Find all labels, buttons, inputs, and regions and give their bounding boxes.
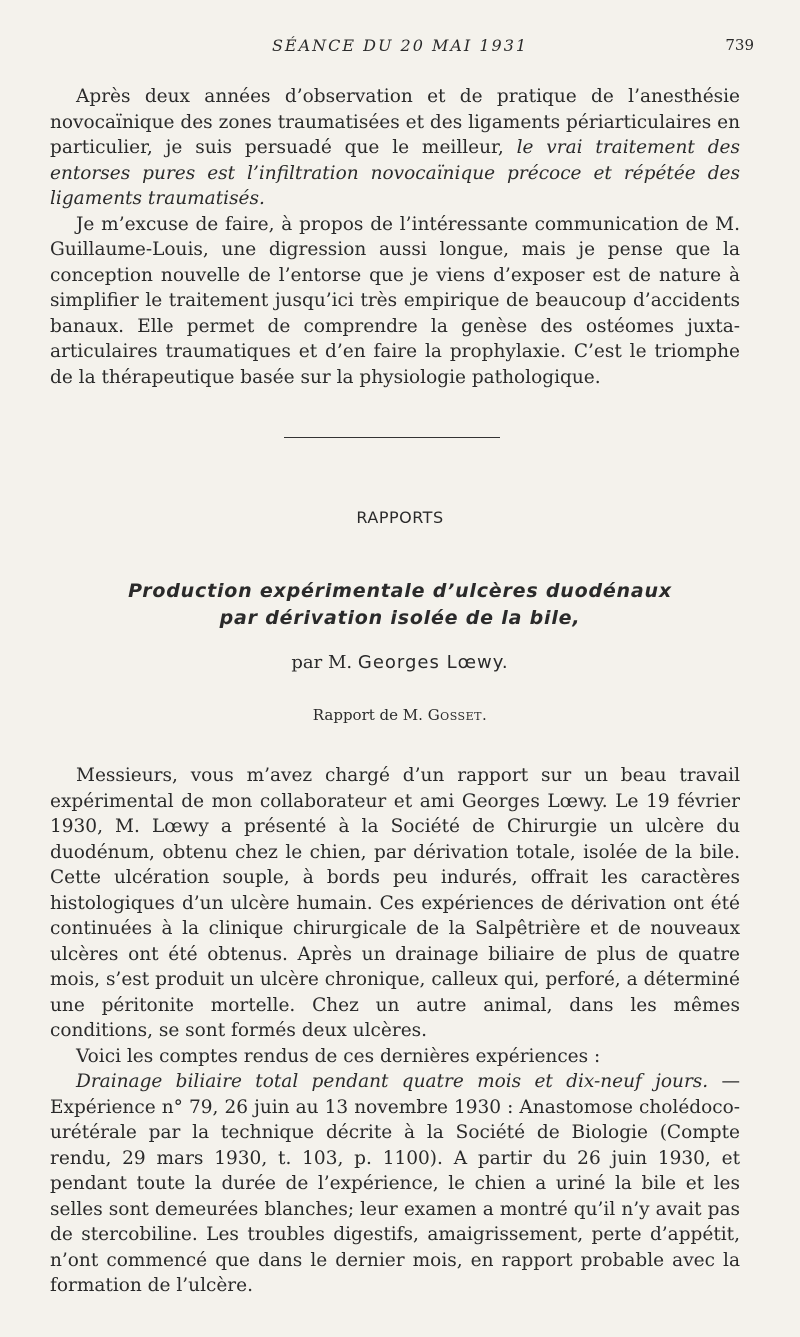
paragraph (50, 1044, 740, 1070)
paragraph-text: Je m’excuse de faire, à propos de l’intéressante communication de M. Guillaume-Louis, une digression aussi longue, mais je pense que la conception nouvelle de l’entorse que je viens d’exposer est de nature à simplifier le traitement jusqu’ici très empirique de beaucoup d’accidents banaux. Elle permet de comprendre la genèse des ostéomes juxta-articulaires traumatiques et d’en faire la prophylaxie. C’est le triomphe de la thérapeutique basée sur la physiologie pathologique. (50, 213, 740, 388)
section-heading: RAPPORTS (356, 508, 444, 527)
report-author: Gosset. (427, 706, 488, 724)
paragraph-text: Voici les comptes rendus de ces dernières expériences : (76, 1045, 601, 1067)
paragraph (50, 763, 740, 1044)
paragraph (50, 84, 740, 212)
top-text (50, 84, 740, 390)
article-author (0, 652, 800, 673)
paragraph-italic: le vrai traitement des entorses pures est l’infiltration novocaïnique précoce et répétée des ligaments traumatisés. (50, 137, 740, 209)
paragraph-italic: Drainage biliaire total pendant quatre mois et dix-neuf jours. (76, 1071, 709, 1092)
report-line (0, 706, 800, 724)
body-text (50, 763, 740, 1299)
author-prefix: par M. (291, 652, 353, 673)
article-title (100, 578, 700, 632)
paragraph-text: — Expérience n° 79, 26 juin au 13 novembre 1930 : Anastomose cholédoco-urétérale par la technique décrite à la Société de Biologie (Compte rendu, 29 mars 1930, t. 103, p. 1100). A partir du 26 juin 1930, et pendant toute la durée de l’expérience, le chien a uriné la bile et les selles sont demeurées blanches; leur examen a montré qu’il n’y avait pas de stercobiline. Les troubles digestifs, amaigrissement, perte d’appétit, n’ont commencé que dans le dernier mois, en rapport probable avec la formation de l’ulcère. (50, 1071, 740, 1296)
article-title-line: Production expérimentale d’ulcères duodénaux (128, 580, 672, 602)
running-title: SÉANCE DU 20 MAI 1931 (271, 36, 529, 55)
article-title-line: par dérivation isolée de la bile, (219, 607, 581, 629)
section-divider (284, 437, 500, 438)
paragraph-text: Messieurs, vous m’avez chargé d’un rapport sur un beau travail expérimental de mon collaborateur et ami Georges Lœwy. Le 19 février 1930, M. Lœwy a présenté à la Société de Chirurgie un ulcère du duodénum, obtenu chez le chien, par dérivation totale, isolée de la bile. Cette ulcération souple, à bords peu indurés, offrait les caractères histologiques d’un ulcère humain. Ces expériences de dérivation ont été continuées à la clinique chirurgicale de la Salpêtrière et de nouveaux ulcères ont été obtenus. Après un drainage biliaire de plus de quatre mois, s’est produit un ulcère chronique, calleux qui, perforé, a déterminé une péritonite mortelle. Chez un autre animal, dans les mêmes conditions, se sont formés deux ulcères. (50, 765, 740, 1041)
paragraph (50, 212, 740, 391)
running-head (0, 36, 800, 60)
page-number: 739 (725, 36, 754, 54)
report-prefix: Rapport de M. (312, 706, 423, 724)
author-name: Georges Lœwy. (357, 652, 509, 673)
paragraph-text: Après deux années d’observation et de pratique de l’anesthésie novocaïnique des zones traumatisées et des ligaments périarticulaires en particulier, je suis persuadé que le meilleur, (50, 86, 740, 158)
paragraph (50, 1069, 740, 1299)
